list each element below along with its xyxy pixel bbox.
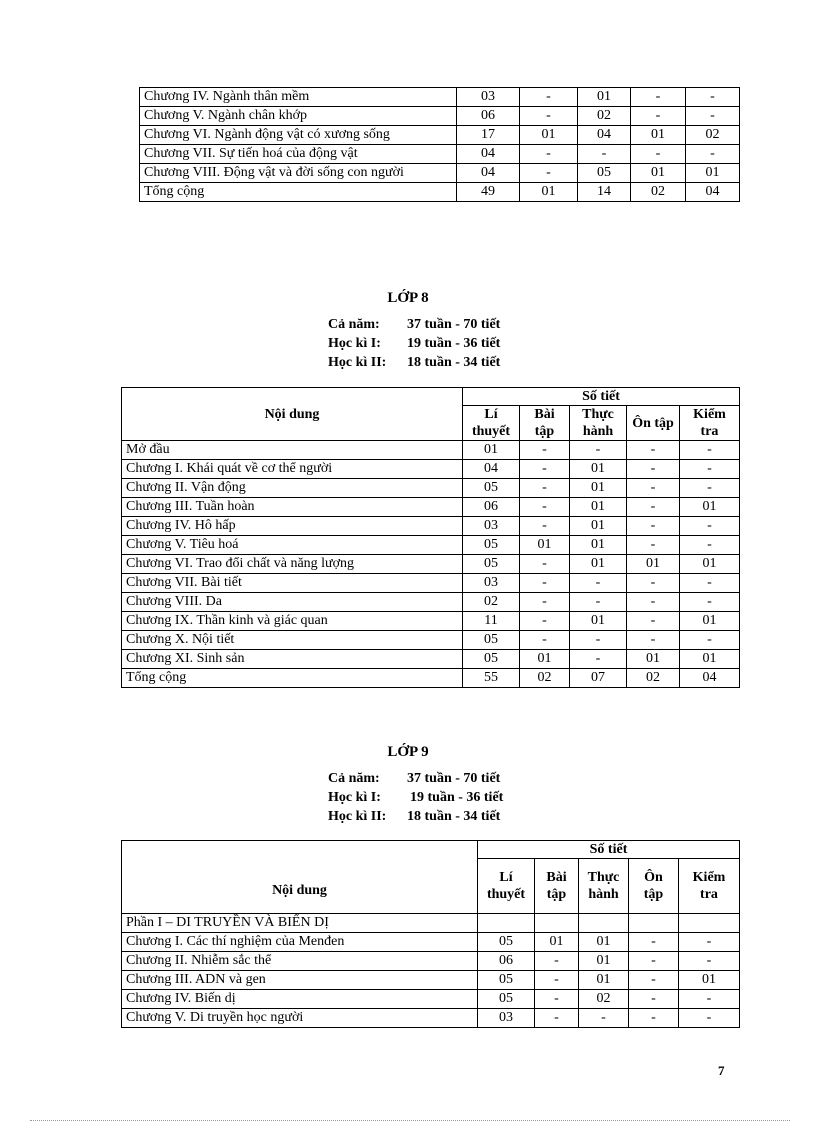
table-body: [122, 914, 740, 1028]
row-value: 49: [457, 183, 520, 202]
row-value: 01: [570, 612, 627, 631]
part-row: [122, 914, 740, 933]
row-value: -: [627, 479, 680, 498]
row-value: 01: [680, 612, 740, 631]
row-value: 05: [478, 990, 535, 1009]
row-value: -: [535, 952, 579, 971]
row-value: -: [627, 536, 680, 555]
row-value: -: [627, 460, 680, 479]
row-value: -: [680, 517, 740, 536]
row-value: 05: [463, 650, 520, 669]
row-value: 01: [520, 536, 570, 555]
table-row: [122, 990, 740, 1009]
row-value: 01: [570, 555, 627, 574]
row-value: 03: [457, 88, 520, 107]
row-value: 11: [463, 612, 520, 631]
row-value: 02: [627, 669, 680, 688]
table-row: [140, 107, 740, 126]
row-value: 01: [520, 183, 578, 202]
header-thuc-hanh: Thực hành: [570, 406, 627, 441]
row-value: 01: [680, 498, 740, 517]
row-label: Chương I. Khái quát về cơ thể người: [122, 460, 463, 479]
row-label: Chương III. ADN và gen: [122, 971, 478, 990]
row-value: 02: [686, 126, 740, 145]
row-value: -: [627, 612, 680, 631]
row-value: 01: [680, 555, 740, 574]
header-so-tiet: Số tiết: [463, 388, 740, 406]
row-value: -: [679, 1009, 740, 1028]
row-value: 01: [627, 650, 680, 669]
header-bai-tap: Bài tập: [535, 859, 579, 914]
row-value: 04: [686, 183, 740, 202]
row-value: 02: [579, 990, 629, 1009]
row-value: -: [627, 631, 680, 650]
row-value: 01: [578, 88, 631, 107]
row-value: 05: [463, 555, 520, 574]
row-label: Chương II. Vận động: [122, 479, 463, 498]
row-value: -: [570, 593, 627, 612]
header-content: Nội dung: [122, 841, 478, 914]
row-value: 06: [463, 498, 520, 517]
row-value: -: [686, 88, 740, 107]
table-row: [122, 441, 740, 460]
table-row: [122, 574, 740, 593]
table-row: [122, 971, 740, 990]
row-value: -: [570, 441, 627, 460]
table-lop7-continuation: [139, 87, 740, 202]
table-lop8: [121, 387, 740, 688]
row-value: 05: [463, 479, 520, 498]
row-value: -: [680, 631, 740, 650]
row-label: Chương IV. Hô hấp: [122, 517, 463, 536]
row-value: 01: [570, 536, 627, 555]
row-value: 01: [570, 460, 627, 479]
row-value: -: [520, 593, 570, 612]
row-value: 04: [457, 145, 520, 164]
row-label: Chương IV. Biến dị: [122, 990, 478, 1009]
row-value: -: [631, 88, 686, 107]
table-row: [122, 555, 740, 574]
row-value: -: [520, 88, 578, 107]
row-value: 01: [680, 650, 740, 669]
hk1-label: Học kì I:: [328, 790, 381, 805]
row-label: Chương V. Ngành chân khớp: [140, 107, 457, 126]
row-label: Chương IX. Thần kinh và giác quan: [122, 612, 463, 631]
row-value: -: [680, 574, 740, 593]
row-label: Chương VI. Trao đổi chất và năng lượng: [122, 555, 463, 574]
row-value: 03: [463, 517, 520, 536]
table-row: [122, 517, 740, 536]
row-label: Chương XI. Sinh sản: [122, 650, 463, 669]
row-label: Chương VII. Sự tiến hoá của động vật: [140, 145, 457, 164]
row-label: Chương X. Nội tiết: [122, 631, 463, 650]
section-title-lop9: LỚP 9: [387, 744, 429, 760]
row-label: Tổng cộng: [140, 183, 457, 202]
row-value: -: [535, 1009, 579, 1028]
row-label: Chương VIII. Da: [122, 593, 463, 612]
row-label: Chương V. Tiêu hoá: [122, 536, 463, 555]
table-row: [122, 479, 740, 498]
row-value: 04: [680, 669, 740, 688]
row-value: 01: [579, 971, 629, 990]
hk2-value: 18 tuần - 34 tiết: [407, 355, 501, 370]
row-value: 17: [457, 126, 520, 145]
row-value: 01: [686, 164, 740, 183]
hk2-label: Học kì II:: [328, 355, 387, 370]
year-value: 37 tuần - 70 tiết: [407, 771, 501, 786]
footer-divider: [30, 1120, 790, 1121]
hk2-label: Học kì II:: [328, 809, 387, 824]
row-value: -: [679, 990, 740, 1009]
table-row: [140, 183, 740, 202]
row-value: 01: [631, 126, 686, 145]
row-value: 06: [478, 952, 535, 971]
row-value: -: [520, 164, 578, 183]
table-body: [140, 88, 740, 202]
table-row: [122, 933, 740, 952]
header-li-thuyet: Lí thuyết: [463, 406, 520, 441]
header-on-tap: Ôn tập: [629, 859, 679, 914]
row-value: -: [627, 517, 680, 536]
row-value: -: [570, 631, 627, 650]
table-row: [140, 126, 740, 145]
row-value: -: [629, 990, 679, 1009]
year-value: 37 tuần - 70 tiết: [407, 317, 501, 332]
row-value: -: [629, 933, 679, 952]
row-value: 04: [578, 126, 631, 145]
row-value: -: [535, 990, 579, 1009]
hk1-label: Học kì I:: [328, 336, 381, 351]
table-lop9: [121, 840, 740, 1028]
row-value: 55: [463, 669, 520, 688]
row-value: -: [680, 536, 740, 555]
row-value: -: [627, 593, 680, 612]
row-value: 05: [578, 164, 631, 183]
row-value: 04: [463, 460, 520, 479]
section-title-lop8: LỚP 8: [387, 290, 429, 306]
table-row: [122, 593, 740, 612]
page-number: 7: [718, 1063, 725, 1078]
row-value: -: [520, 631, 570, 650]
row-label: Tổng cộng: [122, 669, 463, 688]
row-value: 03: [463, 574, 520, 593]
row-value: -: [520, 517, 570, 536]
row-label: Chương VI. Ngành động vật có xương sống: [140, 126, 457, 145]
row-value: -: [679, 933, 740, 952]
row-value: 01: [520, 650, 570, 669]
row-value: -: [520, 460, 570, 479]
row-value: -: [627, 498, 680, 517]
year-label: Cả năm:: [328, 317, 380, 332]
row-value: -: [627, 574, 680, 593]
table-row: [140, 145, 740, 164]
row-value: 01: [463, 441, 520, 460]
row-value: 07: [570, 669, 627, 688]
row-value: -: [535, 971, 579, 990]
row-value: -: [520, 498, 570, 517]
table-row: [122, 612, 740, 631]
row-value: 01: [579, 933, 629, 952]
row-value: -: [629, 952, 679, 971]
row-value: 01: [570, 498, 627, 517]
row-value: -: [680, 479, 740, 498]
row-value: 03: [478, 1009, 535, 1028]
row-label: Mở đầu: [122, 441, 463, 460]
row-value: -: [686, 145, 740, 164]
row-value: -: [680, 460, 740, 479]
row-value: 05: [478, 933, 535, 952]
row-value: 01: [570, 479, 627, 498]
row-value: -: [629, 971, 679, 990]
table-row: [122, 1009, 740, 1028]
row-value: 05: [463, 536, 520, 555]
row-value: 01: [520, 126, 578, 145]
header-kiem-tra: Kiểm tra: [679, 859, 740, 914]
row-label: Chương II. Nhiễm sắc thể: [122, 952, 478, 971]
row-value: -: [520, 441, 570, 460]
row-value: 02: [520, 669, 570, 688]
row-label: Chương VIII. Động vật và đời sống con người: [140, 164, 457, 183]
hk2-value: 18 tuần - 34 tiết: [407, 809, 501, 824]
row-value: 01: [579, 952, 629, 971]
row-label: Chương I. Các thí nghiệm của Menđen: [122, 933, 478, 952]
row-value: 01: [570, 517, 627, 536]
row-value: -: [680, 593, 740, 612]
hk1-value: 19 tuần - 36 tiết: [410, 790, 504, 805]
hk1-value: 19 tuần - 36 tiết: [407, 336, 501, 351]
row-value: -: [629, 1009, 679, 1028]
row-value: -: [520, 574, 570, 593]
row-value: 01: [627, 555, 680, 574]
row-value: -: [679, 952, 740, 971]
table-row: [122, 650, 740, 669]
row-value: -: [520, 107, 578, 126]
header-content: Nội dung: [122, 388, 463, 441]
row-value: 01: [631, 164, 686, 183]
header-so-tiet: Số tiết: [478, 841, 740, 859]
part-label: Phần I – DI TRUYỀN VÀ BIẾN DỊ: [122, 914, 478, 933]
row-label: Chương IV. Ngành thân mềm: [140, 88, 457, 107]
row-label: Chương III. Tuần hoàn: [122, 498, 463, 517]
row-value: 06: [457, 107, 520, 126]
row-value: 05: [478, 971, 535, 990]
row-value: -: [570, 650, 627, 669]
table-row: [122, 631, 740, 650]
table-row: [140, 88, 740, 107]
row-value: -: [520, 479, 570, 498]
row-value: 14: [578, 183, 631, 202]
row-value: -: [570, 574, 627, 593]
row-value: 01: [535, 933, 579, 952]
header-kiem-tra: Kiểm tra: [680, 406, 740, 441]
table-row: [122, 669, 740, 688]
row-value: 05: [463, 631, 520, 650]
row-value: -: [579, 1009, 629, 1028]
row-label: Chương V. Di truyền học người: [122, 1009, 478, 1028]
header-thuc-hanh: Thực hành: [579, 859, 629, 914]
row-value: -: [520, 612, 570, 631]
table-body: [122, 441, 740, 688]
row-value: -: [686, 107, 740, 126]
row-value: -: [578, 145, 631, 164]
header-on-tap: Ôn tập: [627, 406, 680, 441]
header-bai-tap: Bài tập: [520, 406, 570, 441]
header-li-thuyet: Lí thuyết: [478, 859, 535, 914]
table-row: [140, 164, 740, 183]
row-value: 02: [578, 107, 631, 126]
row-label: Chương VII. Bài tiết: [122, 574, 463, 593]
row-value: -: [631, 145, 686, 164]
row-value: 01: [679, 971, 740, 990]
row-value: -: [520, 555, 570, 574]
table-row: [122, 498, 740, 517]
row-value: 02: [631, 183, 686, 202]
row-value: -: [520, 145, 578, 164]
table-row: [122, 460, 740, 479]
table-row: [122, 952, 740, 971]
year-label: Cả năm:: [328, 771, 380, 786]
row-value: 02: [463, 593, 520, 612]
row-value: 04: [457, 164, 520, 183]
row-value: -: [627, 441, 680, 460]
row-value: -: [680, 441, 740, 460]
table-row: [122, 536, 740, 555]
row-value: -: [631, 107, 686, 126]
